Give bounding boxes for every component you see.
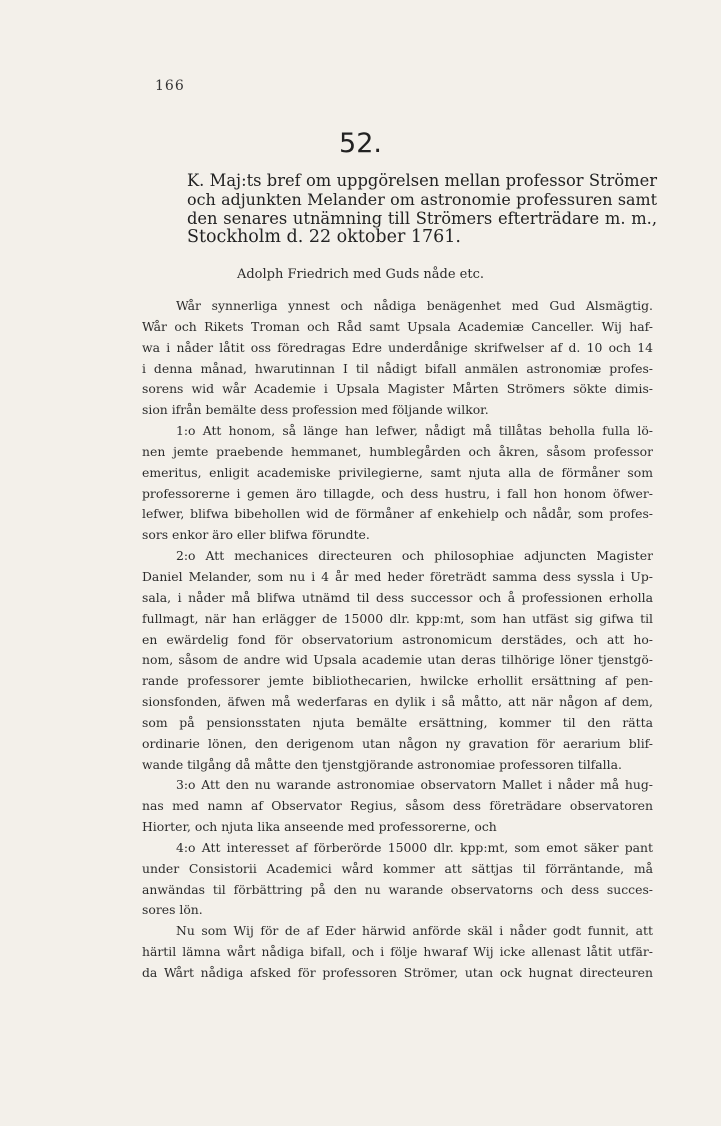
body-line: sorens wid wår Academie i Upsala Magister Mårten Strömers sökte dimis- bbox=[142, 381, 653, 397]
body-line: 2:o Att mechanices directeuren och philosophiae adjuncten Magister bbox=[176, 548, 653, 564]
body-line: wande tilgång då måtte den tjenstgjörande astronomiae professoren tilfalla. bbox=[142, 756, 622, 772]
body-line: 1:o Att honom, så länge han lefwer, nådigt må tillåtas beholla fulla lö- bbox=[176, 423, 653, 439]
body-line: Nu som Wij för de af Eder härwid anförde skäl i nåder godt funnit, att bbox=[176, 923, 653, 939]
body-line: under Consistorii Academici wård kommer att sättjas til förräntande, må bbox=[142, 860, 653, 876]
letter-body bbox=[142, 296, 653, 984]
page-number: 166 bbox=[155, 78, 185, 94]
salutation: Adolph Friedrich med Guds nåde etc. bbox=[236, 267, 485, 282]
body-line: nom, såsom de andre wid Upsala academie utan deras tilhörige löner tjenstgö- bbox=[142, 652, 653, 668]
body-line: lefwer, blifwa bibehollen wid de förmåner af enkehielp och nådår, som profes- bbox=[142, 506, 653, 522]
body-line: nen jemte praebende hemmanet, humblegården och åkren, såsom professor bbox=[142, 443, 653, 459]
body-line: nas med namn af Observator Regius, såsom dess företrädare observatoren bbox=[142, 798, 653, 814]
body-line: 4:o Att interesset af förberörde 15000 dlr. kpp:mt, som emot säker pant bbox=[176, 839, 653, 855]
body-line: 3:o Att den nu warande astronomiae observatorn Mallet i nåder må hug- bbox=[176, 777, 653, 793]
body-line: da Wårt nådiga afsked för professoren Strömer, utan ock hugnat directeuren bbox=[142, 965, 653, 980]
title-line: Stockholm d. 22 oktober 1761. bbox=[187, 227, 461, 247]
body-line: anwändas til förbättring på den nu warande observatorns och dess succes- bbox=[142, 881, 653, 897]
body-line: sion ifrån bemälte dess profession med följande wilkor. bbox=[142, 402, 489, 418]
document-title bbox=[187, 171, 657, 247]
body-line: sores lön. bbox=[142, 902, 203, 918]
body-line: i denna månad, hwarutinnan I til nådigt bifall anmälen astronomiæ profes- bbox=[142, 360, 653, 376]
title-line: och adjunkten Melander om astronomie professuren samt bbox=[187, 190, 657, 209]
body-line: Daniel Melander, som nu i 4 år med heder företrädt samma dess syssla i Up- bbox=[142, 568, 653, 584]
body-line: en ewärdelig fond för observatorium astronomicum derstädes, och att ho- bbox=[142, 631, 653, 647]
title-line: den senares utnämning till Strömers efterträdare m. m., bbox=[187, 209, 657, 228]
body-line: Hiorter, och njuta lika anseende med professorerne, och bbox=[142, 819, 497, 835]
body-line: härtil lämna wårt nådiga bifall, och i följe hwaraf Wij icke allenast låtit utfär- bbox=[142, 944, 653, 960]
body-line: emeritus, enligit academiske privilegierne, samt njuta alla de förmåner som bbox=[142, 464, 653, 480]
body-line: Wår och Rikets Troman och Råd samt Upsala Academiæ Canceller. Wij haf- bbox=[142, 318, 653, 334]
body-line: sionsfonden, äfwen må wederfaras en dylik i så måtto, att när någon af dem, bbox=[142, 694, 653, 710]
body-line: ordinarie lönen, den derigenom utan någon ny gravation för aerarium blif- bbox=[142, 735, 653, 751]
body-line: professorerne i gemen äro tillagde, och dess hustru, i fall hon honom öfwer- bbox=[142, 485, 653, 501]
body-line: Wår synnerliga ynnest och nådiga benägenhet med Gud Alsmägtig. bbox=[176, 298, 653, 313]
title-line: K. Maj:ts bref om uppgörelsen mellan professor Strömer bbox=[187, 171, 657, 190]
body-line: sors enkor äro eller blifwa förundte. bbox=[142, 527, 370, 543]
body-line: som på pensionsstaten njuta bemälte ersättning, kommer til den rätta bbox=[142, 714, 653, 730]
document-number: 52. bbox=[339, 128, 382, 159]
body-line: rande professorer jemte bibliothecarien, hwilcke erhollit ersättning af pen- bbox=[142, 673, 653, 689]
body-line: fullmagt, när han erlägger de 15000 dlr. kpp:mt, som han utfäst sig gifwa til bbox=[142, 610, 653, 626]
body-line: wa i nåder låtit oss föredragas Edre underdånige skrifwelser af d. 10 och 14 bbox=[142, 339, 653, 355]
body-line: sala, i nåder må blifwa utnämd til dess successor och å professionen erholla bbox=[142, 589, 653, 605]
